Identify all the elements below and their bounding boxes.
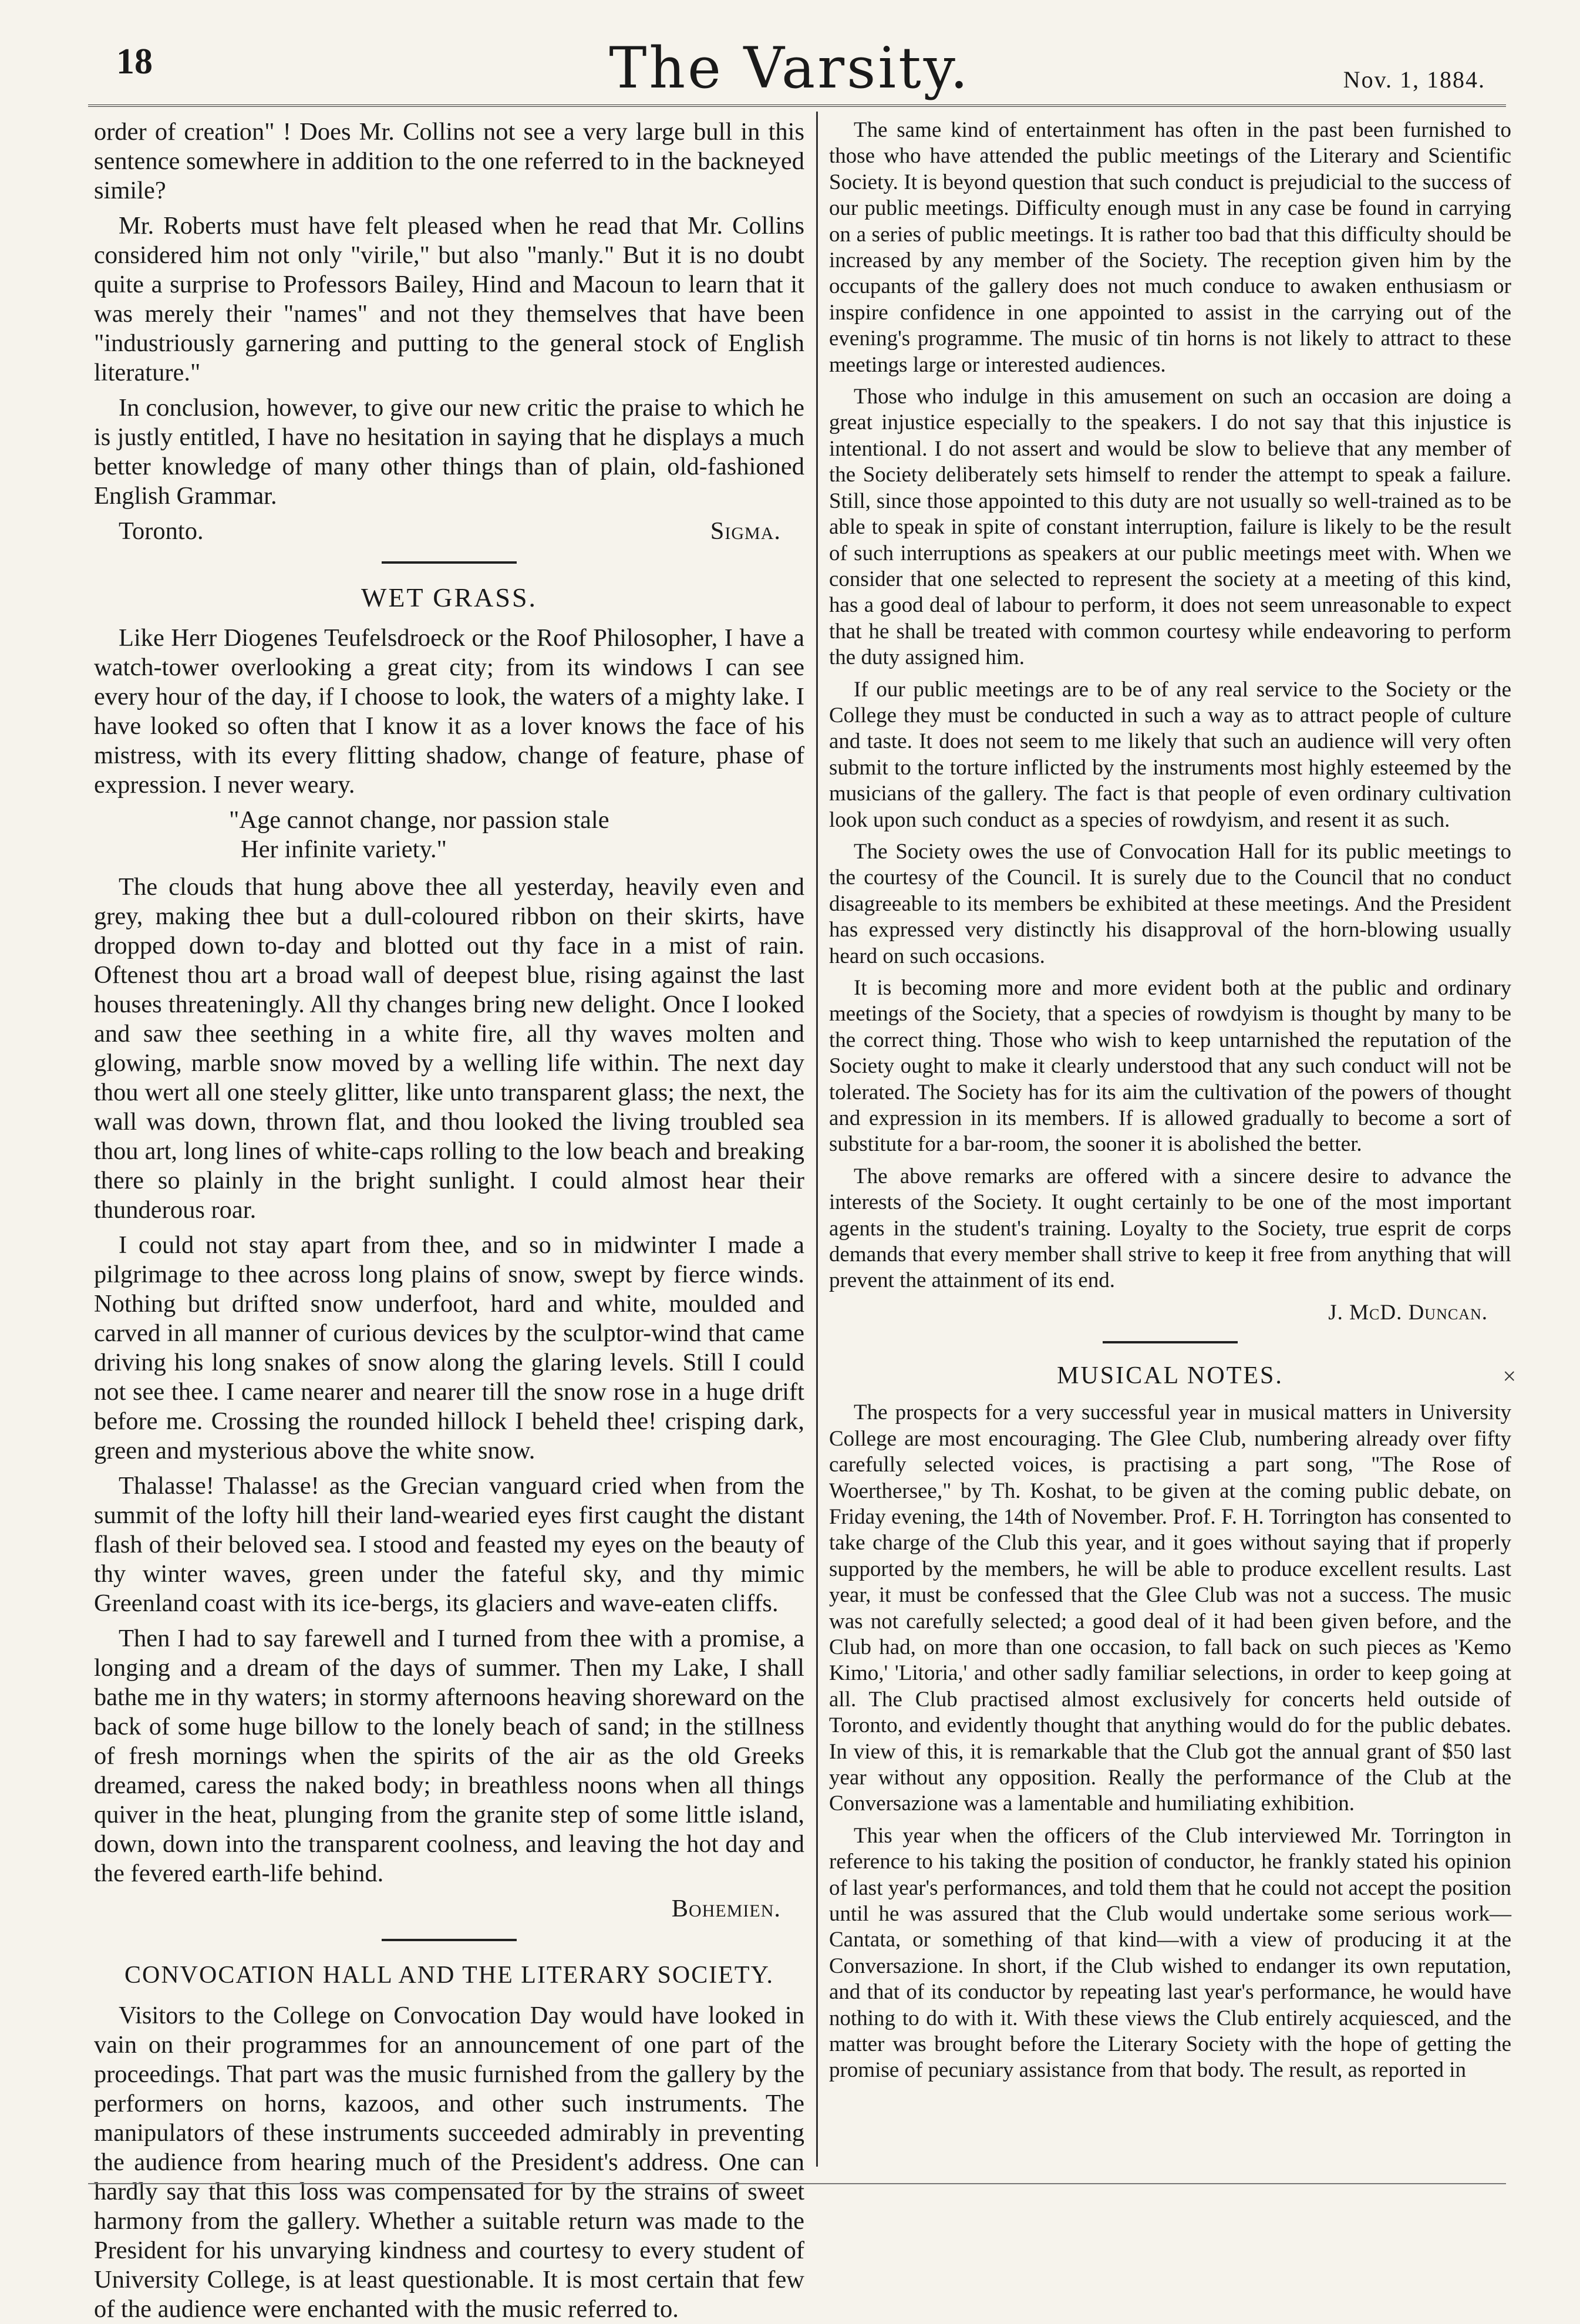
section-rule [382, 561, 517, 564]
article-paragraph: Then I had to say farewell and I turned from thee with a promise, a longing and a dream of the days of summer. Then my Lake, I shall bathe me in thy waters; in stormy afternoons heaving shoreward on the back of some huge billow to the lonely beach of sand; in the stillness of fresh mornings when the spirits of the air as the old Greeks dreamed, caress the naked body; in breathless noons when all things quiver in the heat, plunging from the granite step of some little island, down, down into the transparent coolness, and leaving the hot day and the fevered earth-life behind. [94, 1625, 804, 1887]
masthead-title: The Varsity. [609, 35, 971, 101]
issue-date: Nov. 1, 1884. [1343, 66, 1485, 93]
article-title: CONVOCATION HALL AND THE LITERARY SOCIETY. [124, 1962, 774, 1989]
article-paragraph: The clouds that hung above thee all yesterday, heavily even and grey, making thee but a dull-coloured ribbon on their skirts, have dropped down to-day and blotted out thy face in a mist of rain. Oftenest thou art a broad wall of deepest blue, rising against the last houses threateningly. All thy changes bring new delight. Once I looked and saw thee seething in a white fire, all thy waves molten and glowing, marble snow moved by a welling life within. The next day thou wert all one steely glitter, like unto transparent glass; the next, the wall was down, thrown flat, and thou looked the living troubled sea thou art, long lines of white-caps rolling to the low beach and breaking there so plainly in the bright sunlight. I could almost hear their thunderous roar. [94, 873, 804, 1224]
header-rule [88, 105, 1506, 107]
article-title: MUSICAL NOTES. [1057, 1362, 1283, 1390]
section-rule [1103, 1341, 1238, 1343]
signature: J. McD. Duncan. [1328, 1300, 1488, 1325]
article-paragraph: It is becoming more and more evident both at the public and ordinary meetings of the Society, that a species of rowdyism is thought by many to be the correct thing. Those who wish to keep untarnished the reputation of the Society ought to make it clearly understood that any such conduct will not be tolerated. The Society has for its aim the cultivation of the powers of thought and expression in its members. If is allowed gradually to become a sort of substitute for a bar-room, the sooner it is abolished the better. [829, 976, 1511, 1157]
place-line: Toronto. [119, 517, 204, 545]
article-paragraph: In conclusion, however, to give our new critic the praise to which he is justly entitled, I have no hesitation in saying that he displays a much better knowledge of many other things than of plain, old-fashioned English Grammar. [94, 394, 804, 510]
convocation-continued [829, 117, 1511, 1326]
convocation-article [94, 1959, 804, 2324]
article-title: WET GRASS. [361, 582, 538, 612]
article-paragraph: Visitors to the College on Convocation Day would have looked in vain on their programmes for an announcement of one part of the proceedings. That part was the music furnished from the gallery by the performers on horns, kazoos, and other such instruments. The manipulators of these instruments succeeded admirably in preventing the audience from hearing much of the President's address. One can hardly say that this loss was compensated for by the strains of sweet harmony from the gallery. Whether a suitable return was made to the President for his unvarying kindness and courtesy to every student of University College, is at least questionable. It is most certain that few of the audience were enchanted with the music referred to. [94, 2002, 804, 2323]
page-header [70, 35, 1509, 106]
verse-quote [229, 806, 804, 864]
left-column [94, 117, 804, 2323]
page-number: 18 [116, 42, 153, 82]
musical-notes-article [829, 1361, 1516, 2084]
article-paragraph: Thalasse! Thalasse! as the Grecian vanguard cried when from the summit of the lofty hill their land-wearied eyes first caught the distant flash of their beloved sea. I stood and feasted my eyes on the beauty of thy winter waves, green under the fateful sky, and thy mimic Greenland coast with its ice-bergs, its glaciers and wave-eaten cliffs. [94, 1472, 804, 1617]
right-column [829, 117, 1516, 2173]
signature-row [94, 517, 804, 546]
sigma-article [94, 117, 804, 546]
article-paragraph: I could not stay apart from thee, and so in midwinter I made a pilgrimage to thee across long plains of snow, swept by fierce winds. Nothing but drifted snow underfoot, hard and white, moulded and carved in all manner of curious devices by the sculptor-wind that came driving his long snakes of snow along the glaring levels. Still I could not see thee. I came nearer and nearer till the snow rose in a huge drift before me. Crossing the rounded hillock I beheld thee! crisping dark, green and mysterious above the white snow. [94, 1231, 804, 1464]
article-paragraph: This year when the officers of the Club interviewed Mr. Torrington in reference to his taking the position of conductor, he frankly stated his opinion of last year's performances, and told them that he could not accept the position until he was assured that the Club would undertake some serious work—Cantata, or something of that kind—with a view of producing it at the Conversazione. In short, if the Club wished to endanger its own reputation, and that of its conductor by repeating last year's performance, he would have nothing to do with it. With these views the Club entirely acquiesced, and the matter was brought before the Literary Society with the hope of getting the promise of pecuniary assistance from that body. The result, as reported in [829, 1823, 1511, 2083]
article-paragraph: The Society owes the use of Convocation Hall for its public meetings to the courtesy of the Council. It is surely due to the Council that no conduct disagreeable to its members be exhibited at these meetings. And the President has expressed very distinctly his disapproval of the horn-blowing usually heard on such occasions. [829, 839, 1511, 968]
wet-grass-article [94, 581, 804, 1924]
article-paragraph: The same kind of entertainment has often in the past been furnished to those who have attended the public meetings of the Literary and Scientific Society. It is beyond question that such conduct is prejudicial to the success of our public meetings. Difficulty enough must in any case be found in carrying on a series of public meetings. It is rather too bad that this difficulty should be increased by any member of the Society. The reception given him by the occupants of the gallery does not much conduce to awaken enthusiasm or inspire confidence in one appointed to assist in the carrying out of the evening's programme. The music of tin horns is not likely to attract to these meetings large or interested audiences. [829, 118, 1511, 377]
section-rule [382, 1939, 517, 1941]
column-divider [816, 112, 818, 2167]
article-paragraph: Mr. Roberts must have felt pleased when he read that Mr. Collins considered him not only "virile," but also "manly." But it is no doubt quite a surprise to Professors Bailey, Hind and Macoun to learn that it was merely their "names" and not they themselves that have been "industriously garnering and putting to the general stock of English literature." [94, 212, 804, 386]
verse-line: "Age cannot change, nor passion stale [229, 806, 609, 834]
article-paragraph: If our public meetings are to be of any real service to the Society or the College they must be conducted in such a way as to attract people of culture and taste. It does not seem to me likely that such an audience will very often submit to the torture inflicted by the instruments most highly esteemed by the musicians of the gallery. The fact is that people of even ordinary cultivation look upon such conduct as a species of rowdyism, and resent it as such. [829, 677, 1511, 832]
article-paragraph: order of creation" ! Does Mr. Collins not see a very large bull in this sentence somewhere in addition to the one referred to in the backneyed simile? [94, 118, 804, 204]
signature: Sigma. [710, 517, 781, 545]
article-paragraph: The above remarks are offered with a sincere desire to advance the interests of the Society. It ought certainly to be one of the most important agents in the student's training. Loyalty to the Society, true esprit de corps demands that every member shall strive to keep it free from anything that will prevent the attainment of its end. [829, 1164, 1511, 1293]
article-paragraph: Those who indulge in this amusement on such an occasion are doing a great injustice especially to the speakers. I do not say that this injustice is intentional. I do not assert and would be slow to believe that any member of the Society deliberately sets himself to render the attempt to speak a failure. Still, since those appointed to this duty are not usually so well-trained as to be able to speak in spite of constant interruption, failure is likely to be the result of such interruptions as speakers at our public meetings meet with. When we consider that one selected to represent the society at a meeting of this kind, has a good deal of labour to perform, it does not seem unreasonable to expect that he shall be treated with common courtesy while endeavoring to perform the duty assigned him. [829, 385, 1511, 670]
verse-line: Her infinite variety." [241, 836, 447, 863]
title-wrap [829, 1361, 1516, 1390]
article-paragraph: The prospects for a very successful year in musical matters in University College are most encouraging. The Glee Club, numbering already over fifty carefully selected voices, is practising a part song, "The Rose of Woerthersee," by Th. Koshat, to be given at the coming public debate, on Friday evening, the 14th of November. Prof. F. H. Torrington has consented to take charge of the Club this year, and it goes without saying that if properly supported by the members, he will be able to produce excellent results. Last year, it must be confessed that the Glee Club was not a success. The music was not carefully selected; a good deal of it had been given before, and the Club had, on more than one occasion, to fall back on such pieces as 'Kemo Kimo,' 'Litoria,' and other sadly familiar selections, in order to keep going at all. The Club practised almost exclusively for concerts held outside of Toronto, and evidently thought that anything would do for the public debates. In view of this, it is remarkable that the Club got the annual grant of $50 last year without any opposition. Really the performance of the Club at the Conversazione was a lamentable and humiliating exhibition. [829, 1400, 1511, 1816]
bottom-rule [88, 2183, 1506, 2184]
margin-mark: × [1502, 1363, 1516, 1390]
signature: Bohemien. [671, 1895, 781, 1922]
article-paragraph: Like Herr Diogenes Teufelsdroeck or the Roof Philosopher, I have a watch-tower overlooking a great city; from its windows I can see every hour of the day, if I choose to look, the waters of a mighty lake. I have looked so often that I know it as a lover knows the face of his mistress, with its every flitting shadow, change of feature, phase of expression. I never weary. [94, 624, 804, 799]
